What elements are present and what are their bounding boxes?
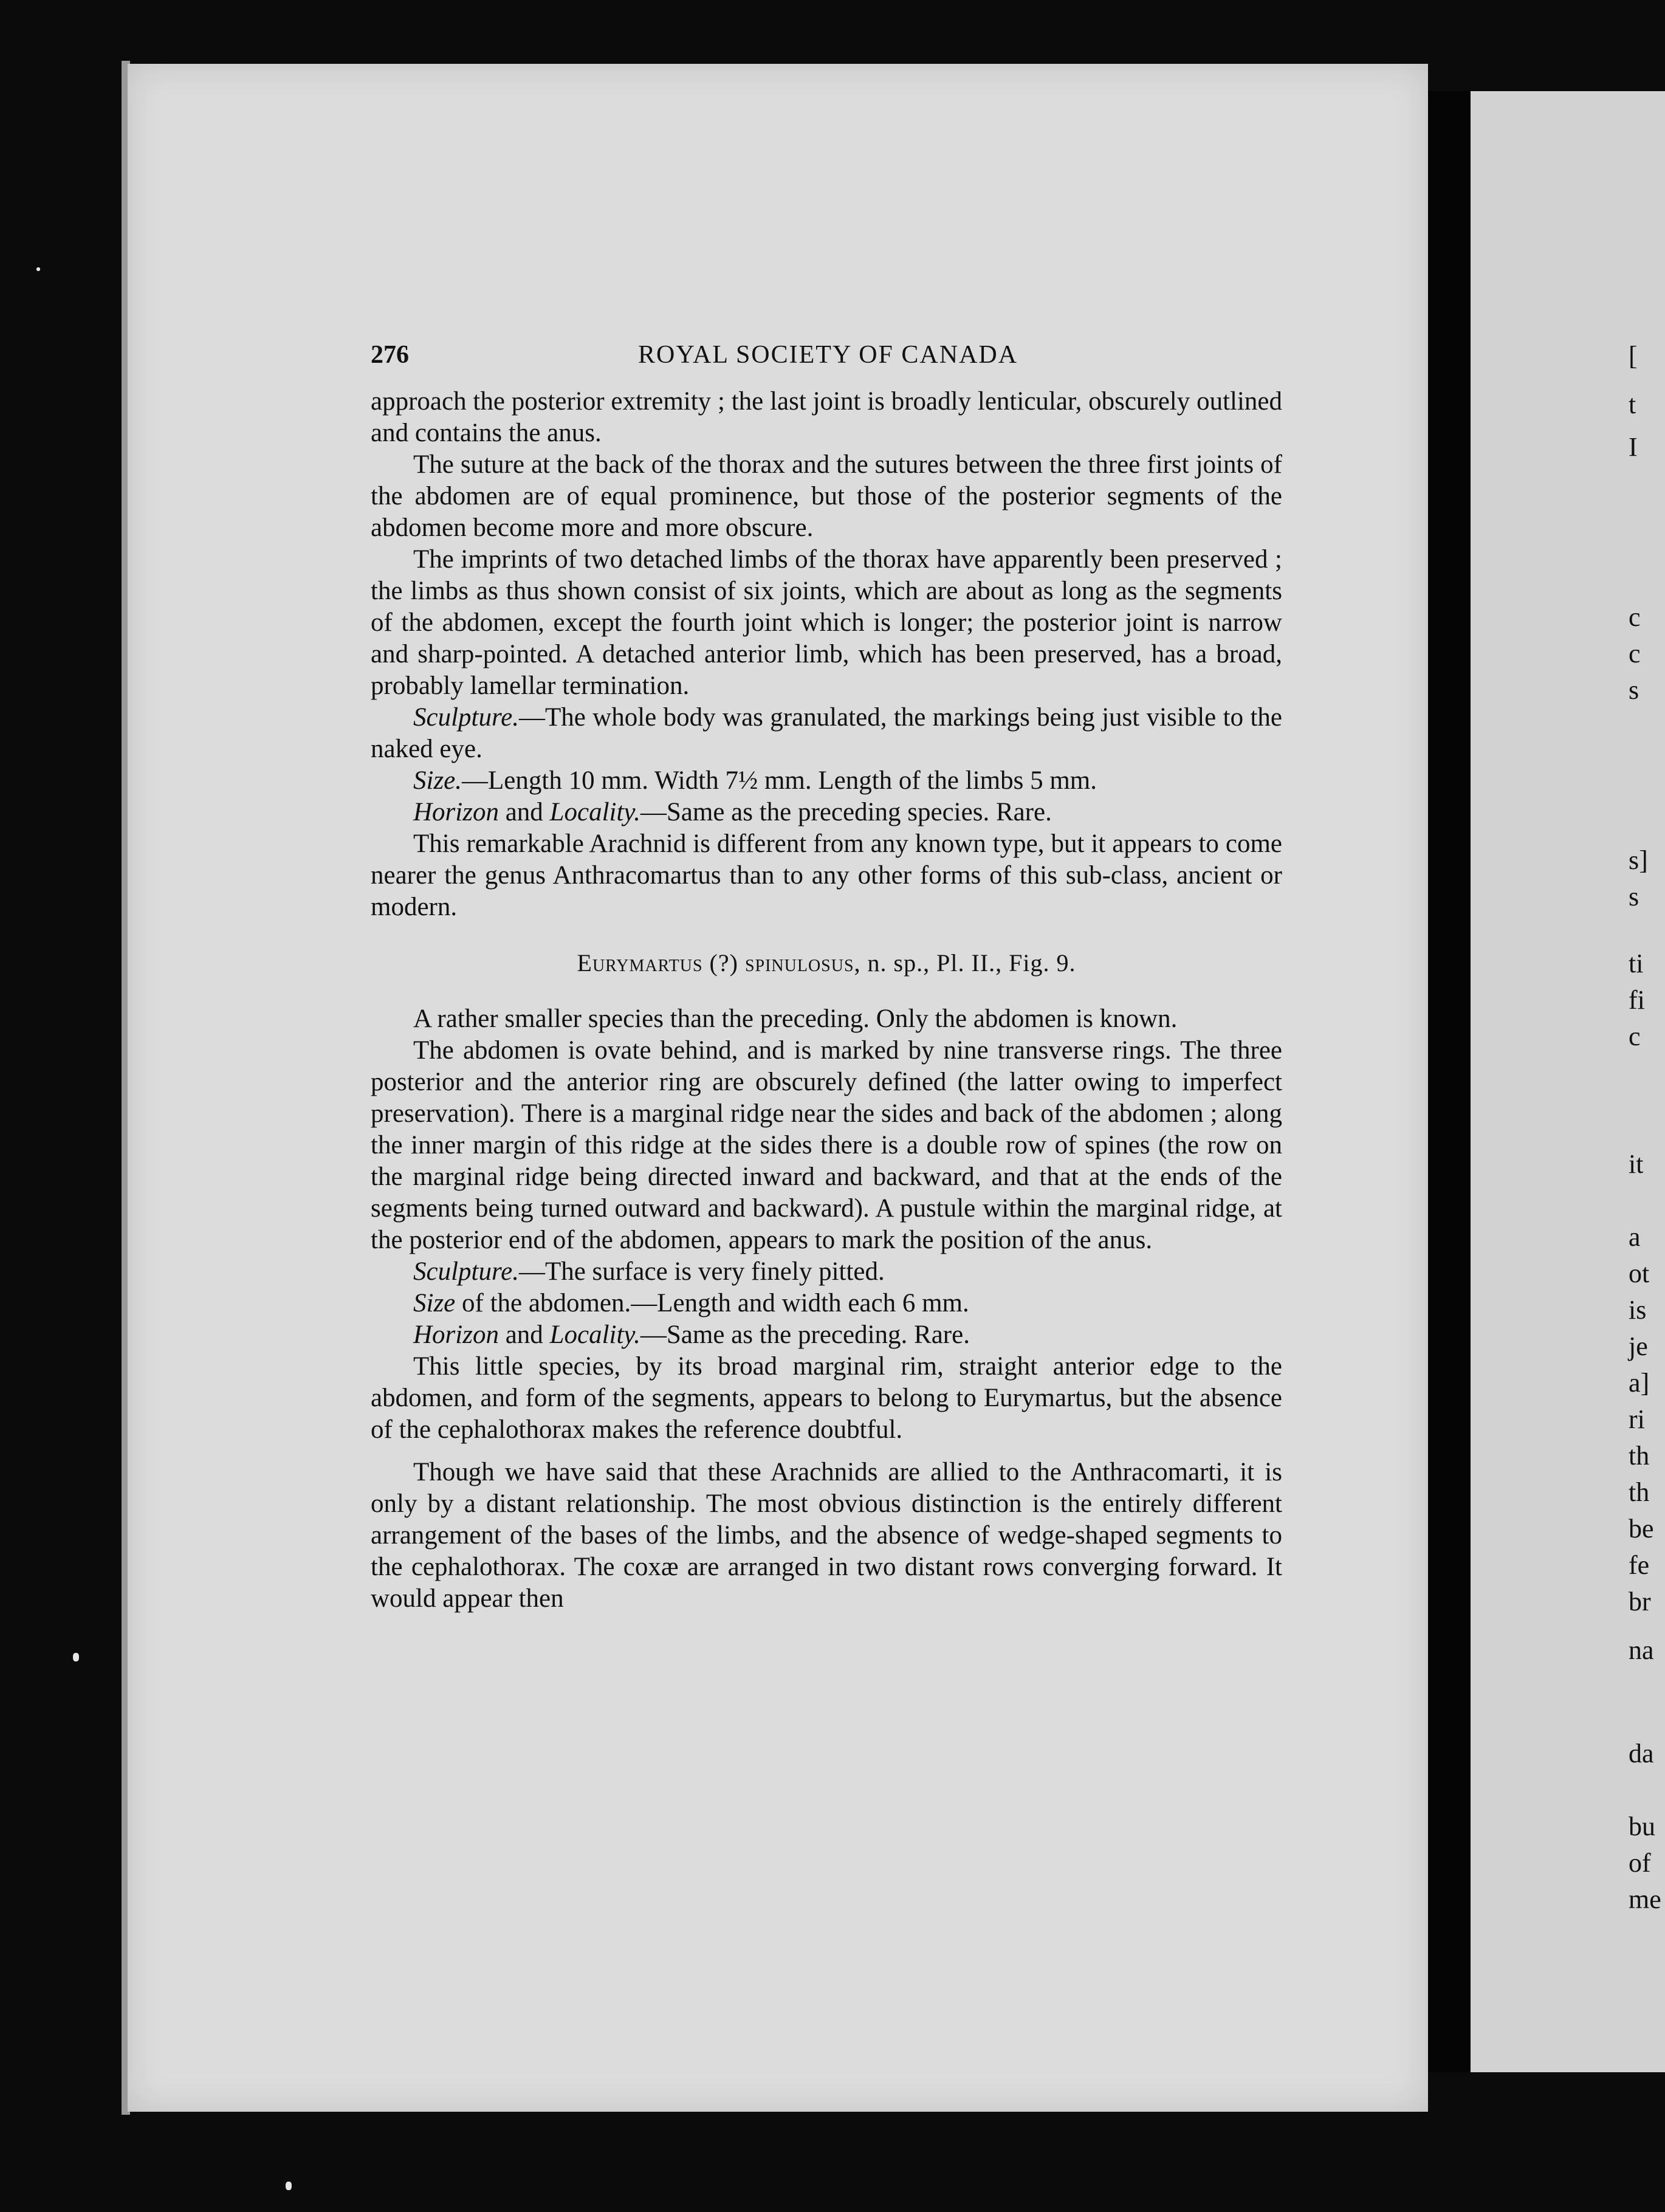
paragraph: A rather smaller species than the preceding. Only the abdomen is known. [413, 1005, 1178, 1033]
size-paragraph [371, 1288, 1282, 1319]
scan-speck [286, 2182, 292, 2190]
paragraph: approach the posterior extremity ; the last joint is broadly lenticular, obscurely outlined and contains the anus. [371, 387, 1282, 447]
fragment: [ [1629, 341, 1638, 371]
running-head [371, 340, 1282, 377]
fragment: t [1629, 390, 1636, 419]
fragment: je [1629, 1331, 1648, 1361]
facing-page [1471, 91, 1665, 2072]
fragment: ti [1629, 949, 1644, 978]
horizon-paragraph [371, 797, 1282, 828]
main-text [371, 386, 1282, 1615]
sculpture-paragraph [371, 702, 1282, 765]
size-paragraph [371, 765, 1282, 797]
fragment: th [1629, 1477, 1650, 1507]
fragment: na [1629, 1635, 1654, 1665]
fragment: I [1629, 432, 1638, 462]
paragraph: The imprints of two detached limbs of the thorax have apparently been preserved ; the limbs as thus shown consist of six joints, which are about as long as the segments of the abdomen, except the fourth joint which is longer; the posterior joint is narrow and sharp-pointed. A detached anterior limb, which has been preserved, has a broad, probably lamellar termination. [371, 545, 1282, 700]
paragraph: Though we have said that these Arachnids are allied to the Anthracomarti, it is only by a distant relationship. The most obvious distinction is the entirely different arrangement of the bases of the limbs, and the absence of wedge-shaped segments to the cephalothorax. The coxæ are arranged in two distant rows converging forward. It would appear then [371, 1458, 1282, 1613]
fragment: c [1629, 1022, 1641, 1051]
book-gutter [1428, 91, 1471, 2072]
sculpture-paragraph [371, 1256, 1282, 1288]
fragment: th [1629, 1441, 1650, 1471]
horizon-text: —Same as the preceding species. Rare. [640, 798, 1052, 826]
fragment: bu [1629, 1812, 1655, 1841]
fragment: ot [1629, 1259, 1650, 1288]
plate-reference: , n. sp., Pl. II., Fig. 9. [854, 949, 1076, 977]
fragment: me [1629, 1884, 1661, 1914]
fragment: of [1629, 1848, 1651, 1878]
locality-label: Locality. [549, 798, 640, 826]
fragment: c [1629, 639, 1641, 668]
fragment: a] [1629, 1368, 1650, 1398]
sculpture-text: —The surface is very finely pitted. [518, 1257, 885, 1286]
fragment: s [1629, 675, 1639, 705]
horizon-label: Horizon [413, 1321, 499, 1349]
size-text: of the abdomen.—Length and width each 6 mm. [455, 1289, 969, 1317]
fragment: s [1629, 882, 1639, 912]
fragment: a [1629, 1222, 1641, 1252]
scan-speck [73, 1653, 79, 1661]
fragment: da [1629, 1739, 1654, 1768]
query-mark: (?) [702, 949, 745, 977]
fragment: c [1629, 602, 1641, 632]
size-label: Size [413, 1289, 456, 1317]
horizon-label: Horizon [413, 798, 499, 826]
scan-speck [36, 267, 40, 271]
paragraph: The suture at the back of the thorax and the sutures between the three first joints of the abdomen are of equal prominence, but those of the posterior segments of the abdomen become more and more obscure. [371, 450, 1282, 542]
horizon-text: —Same as the preceding. Rare. [640, 1321, 970, 1349]
size-label: Size. [413, 766, 462, 795]
fragment: br [1629, 1587, 1651, 1616]
species-name: spinulosus [744, 949, 854, 977]
fragment: is [1629, 1295, 1647, 1325]
sculpture-text: —The whole body was granulated, the markings being just visible to the naked eye. [371, 703, 1282, 763]
genus-name: Eurymartus [577, 949, 703, 977]
horizon-paragraph [371, 1319, 1282, 1351]
fragment: be [1629, 1514, 1654, 1544]
fragment: it [1629, 1149, 1644, 1179]
fragment: ri [1629, 1404, 1645, 1434]
sculpture-label: Sculpture. [413, 1257, 519, 1286]
paragraph: The abdomen is ovate behind, and is marked by nine transverse rings. The three posterior and the anterior ring are obscurely defined (the latter owing to imperfect preservation). There is a marginal ridge near the sides and back of the abdomen ; along the inner margin of this ridge at the sides there is a double row of spines (the row on the marginal ridge being directed inward and backward, and that at the ends of the segments being turned outward and backward). A pustule within the marginal ridge, at the posterior end of the abdomen, appears to mark the position of the anus. [371, 1036, 1282, 1254]
species-heading [371, 947, 1282, 979]
fragment: s] [1629, 845, 1648, 875]
fragment: fi [1629, 985, 1645, 1015]
page-number: 276 [371, 341, 409, 369]
and-word: and [498, 1321, 550, 1349]
running-title: ROYAL SOCIETY OF CANADA [638, 341, 1018, 369]
locality-label: Locality. [549, 1321, 640, 1349]
sculpture-label: Sculpture. [413, 703, 519, 732]
remark-paragraph: This remarkable Arachnid is different from any known type, but it appears to come nearer the genus Anthracomartus than to any other forms of this sub-class, ancient or modern. [371, 829, 1282, 921]
and-word: and [498, 798, 550, 826]
fragment: fe [1629, 1550, 1650, 1580]
paragraph: This little species, by its broad marginal rim, straight anterior edge to the abdomen, and form of the segments, appears to belong to Eurymartus, but the absence of the cephalothorax makes the reference doubtful. [371, 1352, 1282, 1444]
size-text: —Length 10 mm. Width 7½ mm. Length of the limbs 5 mm. [462, 766, 1097, 795]
